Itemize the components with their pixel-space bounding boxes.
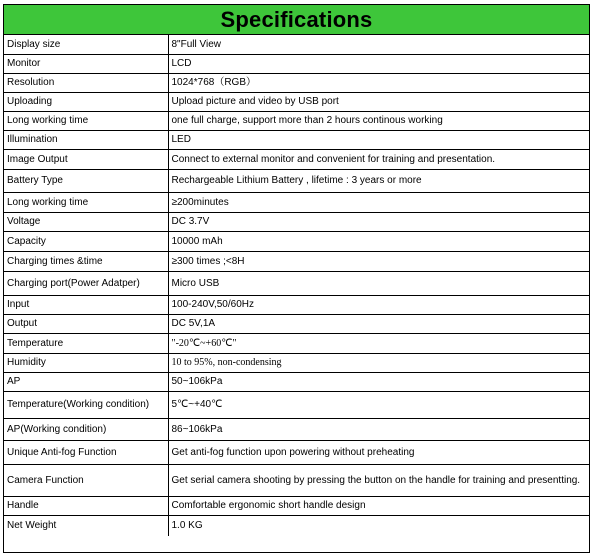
table-row xyxy=(4,314,589,333)
spec-value: 1024*768（RGB） xyxy=(168,73,589,92)
spec-value: Comfortable ergonomic short handle design xyxy=(168,496,589,515)
table-row xyxy=(4,73,589,92)
table-row xyxy=(4,92,589,111)
spec-table xyxy=(4,35,589,536)
table-row xyxy=(4,464,589,496)
table-row xyxy=(4,169,589,192)
table-row xyxy=(4,192,589,212)
table-row xyxy=(4,271,589,295)
spec-label: Monitor xyxy=(4,54,168,73)
table-row xyxy=(4,333,589,353)
spec-label: Uploading xyxy=(4,92,168,111)
spec-label: Voltage xyxy=(4,212,168,231)
table-row xyxy=(4,440,589,464)
spec-value: 100-240V,50/60Hz xyxy=(168,295,589,314)
spec-label: Image Output xyxy=(4,149,168,169)
spec-label: Charging times &time xyxy=(4,251,168,271)
spec-label: Illumination xyxy=(4,130,168,149)
table-row xyxy=(4,418,589,440)
spec-value: Upload picture and video by USB port xyxy=(168,92,589,111)
table-row xyxy=(4,130,589,149)
spec-value: Get serial camera shooting by pressing the button on the handle for training and presentting. xyxy=(168,464,589,496)
spec-value: 10000 mAh xyxy=(168,231,589,251)
spec-value: LCD xyxy=(168,54,589,73)
table-row xyxy=(4,496,589,515)
spec-label: Humidity xyxy=(4,353,168,372)
spec-label: AP(Working condition) xyxy=(4,418,168,440)
spec-label: AP xyxy=(4,372,168,391)
spec-label: Input xyxy=(4,295,168,314)
spec-label: Handle xyxy=(4,496,168,515)
title-bar xyxy=(4,5,589,35)
spec-label: Display size xyxy=(4,35,168,54)
spec-value: DC 3.7V xyxy=(168,212,589,231)
table-row xyxy=(4,149,589,169)
spec-value: 8"Full View xyxy=(168,35,589,54)
spec-label: Charging port(Power Adatper) xyxy=(4,271,168,295)
spec-value: 1.0 KG xyxy=(168,515,589,536)
spec-value: Rechargeable Lithium Battery , lifetime : 3 years or more xyxy=(168,169,589,192)
spec-label: Temperature(Working condition) xyxy=(4,391,168,418)
spec-value: DC 5V,1A xyxy=(168,314,589,333)
spec-label: Temperature xyxy=(4,333,168,353)
spec-value: Connect to external monitor and convenient for training and presentation. xyxy=(168,149,589,169)
spec-label: Net Weight xyxy=(4,515,168,536)
table-row xyxy=(4,515,589,536)
spec-label: Battery Type xyxy=(4,169,168,192)
spec-sheet xyxy=(3,4,590,553)
spec-label: Long working time xyxy=(4,192,168,212)
page-title: Specifications xyxy=(220,6,373,32)
spec-label: Camera Function xyxy=(4,464,168,496)
spec-value: 50~106kPa xyxy=(168,372,589,391)
spec-value: ≥300 times ;<8H xyxy=(168,251,589,271)
spec-value: one full charge, support more than 2 hours continous working xyxy=(168,111,589,130)
table-row xyxy=(4,231,589,251)
spec-value: Get anti-fog function upon powering without preheating xyxy=(168,440,589,464)
spec-value: 86~106kPa xyxy=(168,418,589,440)
table-row xyxy=(4,35,589,54)
table-row xyxy=(4,372,589,391)
table-row xyxy=(4,111,589,130)
spec-label: Capacity xyxy=(4,231,168,251)
spec-value: 5℃~+40℃ xyxy=(168,391,589,418)
table-row xyxy=(4,54,589,73)
spec-value: ≥200minutes xyxy=(168,192,589,212)
table-row xyxy=(4,353,589,372)
table-row xyxy=(4,391,589,418)
spec-label: Unique Anti-fog Function xyxy=(4,440,168,464)
spec-value: "-20℃~+60℃" xyxy=(168,333,589,353)
spec-value: LED xyxy=(168,130,589,149)
table-row xyxy=(4,251,589,271)
spec-label: Resolution xyxy=(4,73,168,92)
spec-label: Output xyxy=(4,314,168,333)
table-row xyxy=(4,295,589,314)
spec-value: Micro USB xyxy=(168,271,589,295)
spec-value: 10 to 95%, non-condensing xyxy=(168,353,589,372)
table-row xyxy=(4,212,589,231)
spec-label: Long working time xyxy=(4,111,168,130)
